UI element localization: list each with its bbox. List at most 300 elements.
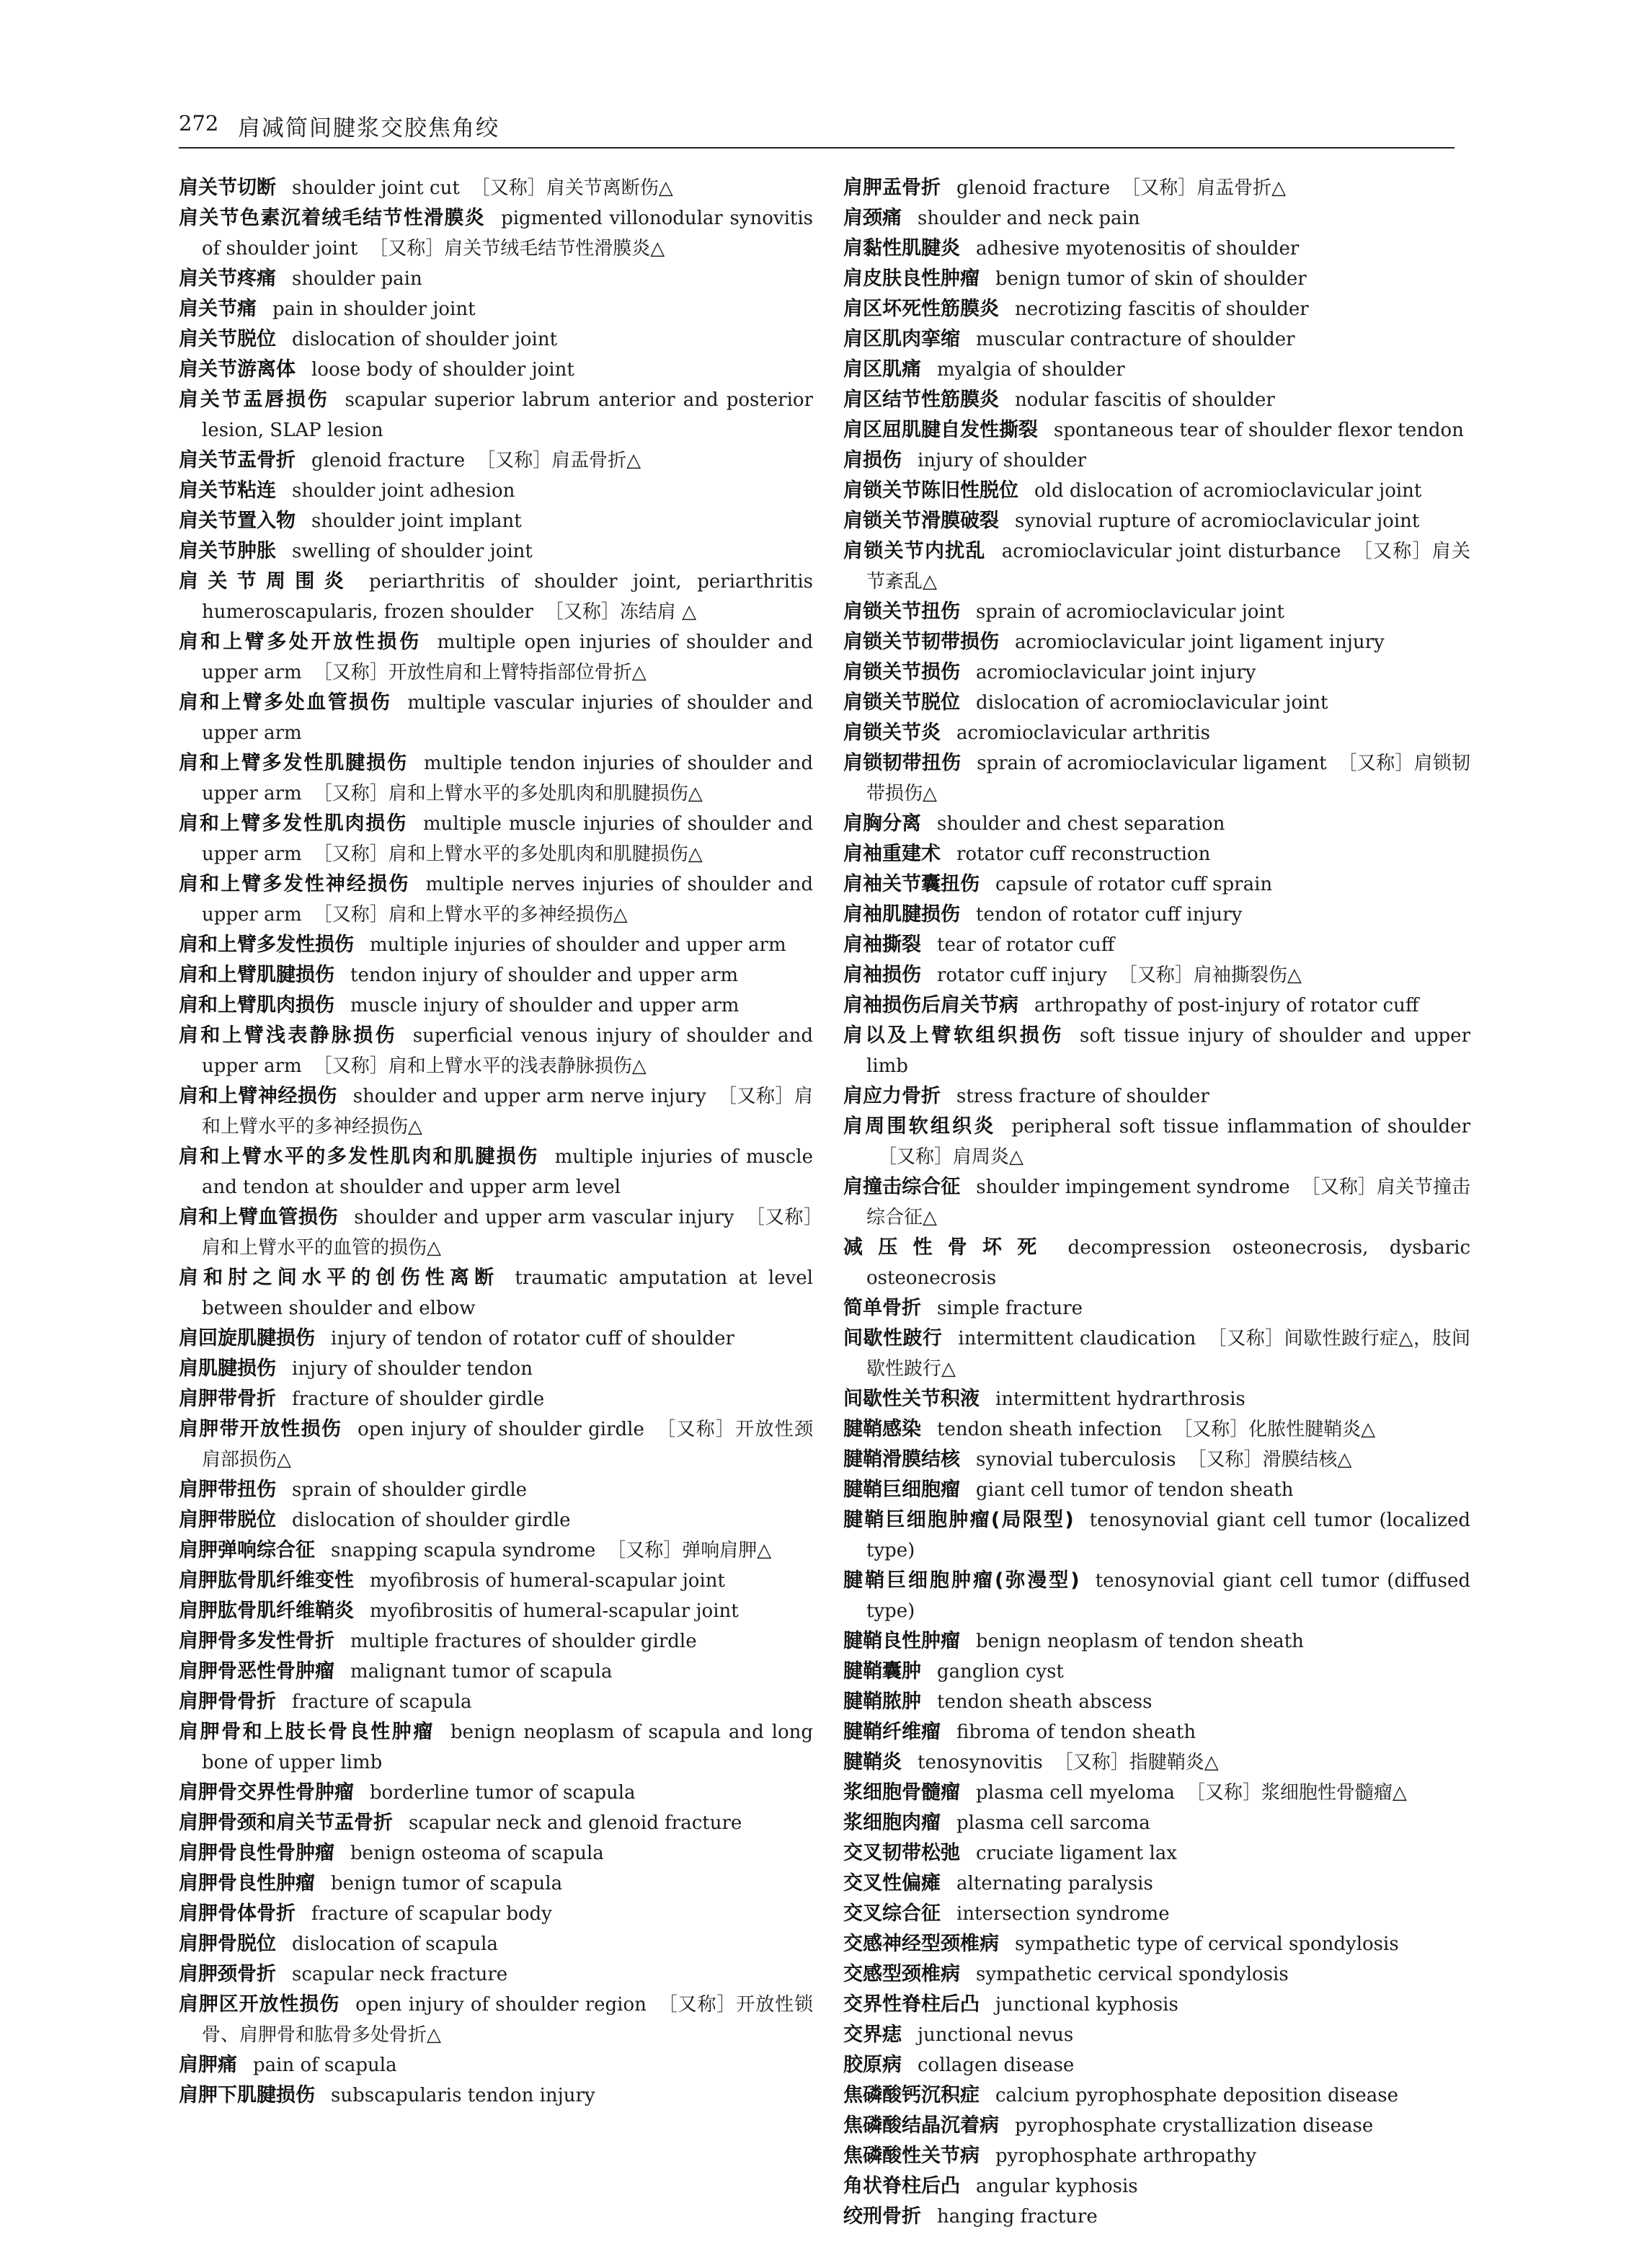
glossary-entry bbox=[843, 1566, 1470, 1626]
term-chinese: 交感神经型颈椎病 bbox=[843, 1933, 999, 1955]
term-english: sympathetic type of cervical spondylosis bbox=[1015, 1933, 1399, 1955]
glossary-entry bbox=[179, 1808, 813, 1838]
term-chinese: 肩和上臂肌肉损伤 bbox=[179, 994, 334, 1016]
term-synonym: ［又称］开放性锁骨、肩胛骨和肱骨多处骨折△ bbox=[202, 1994, 813, 2046]
term-chinese: 腱鞘炎 bbox=[843, 1751, 902, 1773]
term-english: pain of scapula bbox=[253, 2055, 397, 2076]
term-chinese: 简单骨折 bbox=[843, 1297, 921, 1319]
glossary-entry bbox=[843, 1838, 1470, 1869]
term-english: scapular neck fracture bbox=[292, 1964, 508, 1985]
term-chinese: 肩胛骨恶性骨肿瘤 bbox=[179, 1660, 334, 1683]
term-chinese: 肩胛下肌腱损伤 bbox=[179, 2084, 315, 2106]
term-english: fibroma of tendon sheath bbox=[956, 1721, 1196, 1743]
term-english: pigmented villonodular synovitis of shoulder joint bbox=[202, 208, 813, 260]
glossary-entry bbox=[179, 809, 813, 869]
term-chinese: 肩胛痛 bbox=[179, 2054, 237, 2076]
glossary-entry bbox=[843, 264, 1470, 294]
term-chinese: 减压性骨坏死 bbox=[843, 1236, 1052, 1259]
term-synonym: ［又称］肩关节紊乱△ bbox=[866, 541, 1470, 593]
term-english: fracture of shoulder girdle bbox=[292, 1388, 545, 1410]
term-english: arthropathy of post-injury of rotator cuff bbox=[1034, 995, 1419, 1016]
term-english: acromioclavicular joint injury bbox=[976, 662, 1256, 683]
glossary-entry bbox=[179, 1324, 813, 1354]
glossary-entry bbox=[179, 355, 813, 385]
term-english: junctional nevus bbox=[918, 2024, 1074, 2046]
term-english: benign neoplasm of scapula and long bone of upper limb bbox=[202, 1721, 814, 1773]
term-english: multiple injuries of muscle and tendon at shoulder and upper arm level bbox=[202, 1146, 813, 1198]
term-english: superficial venous injury of shoulder and upper arm bbox=[202, 1025, 813, 1077]
term-english: malignant tumor of scapula bbox=[350, 1661, 613, 1683]
term-chinese: 肩关节切断 bbox=[179, 177, 276, 199]
term-english: intermittent claudication bbox=[958, 1328, 1196, 1349]
term-chinese: 肩胛带扭伤 bbox=[179, 1479, 276, 1501]
term-synonym: ［又称］肩关节撞击综合征△ bbox=[866, 1176, 1470, 1228]
term-synonym: ［又称］开放性肩和上臂特指部位骨折△ bbox=[313, 662, 647, 683]
term-chinese: 肩锁关节脱位 bbox=[843, 691, 960, 714]
term-english: intersection syndrome bbox=[956, 1903, 1170, 1925]
term-chinese: 交感型颈椎病 bbox=[843, 1963, 960, 1985]
glossary-entry bbox=[843, 1687, 1470, 1717]
term-chinese: 肩区结节性筋膜炎 bbox=[843, 389, 999, 411]
left-column bbox=[179, 173, 813, 2111]
term-english: synovial tuberculosis bbox=[976, 1449, 1176, 1471]
term-chinese: 肩锁关节滑膜破裂 bbox=[843, 510, 999, 532]
glossary-entry bbox=[843, 718, 1470, 748]
term-chinese: 肩锁关节损伤 bbox=[843, 661, 960, 683]
glossary-entry bbox=[843, 1808, 1470, 1838]
glossary-entry bbox=[843, 1990, 1470, 2020]
term-chinese: 肩袖肌腱损伤 bbox=[843, 903, 960, 926]
term-synonym: ［又称］肩和上臂水平的浅表静脉损伤△ bbox=[313, 1055, 647, 1077]
term-chinese: 肩关节置入物 bbox=[179, 510, 296, 532]
glossary-entry bbox=[843, 446, 1470, 476]
term-english: tenosynovitis bbox=[918, 1752, 1043, 1773]
term-english: shoulder and upper arm vascular injury bbox=[354, 1207, 734, 1228]
glossary-entry bbox=[179, 960, 813, 990]
term-english: acromioclavicular joint ligament injury bbox=[1015, 631, 1385, 653]
glossary-entry bbox=[843, 1505, 1470, 1566]
glossary-entry bbox=[843, 1384, 1470, 1414]
glossary-entry bbox=[179, 1626, 813, 1657]
term-english: borderline tumor of scapula bbox=[370, 1782, 636, 1804]
term-chinese: 肩胛骨骨折 bbox=[179, 1690, 276, 1713]
term-chinese: 肩关节色素沉着绒毛结节性滑膜炎 bbox=[179, 207, 486, 229]
term-english: multiple injuries of shoulder and upper arm bbox=[370, 934, 786, 956]
term-synonym: ［又称］肩盂骨折△ bbox=[1122, 177, 1287, 199]
term-synonym: ［又称］指腱鞘炎△ bbox=[1054, 1752, 1219, 1773]
term-chinese: 肩关节盂唇损伤 bbox=[179, 389, 329, 411]
term-english: sprain of shoulder girdle bbox=[292, 1479, 528, 1501]
term-chinese: 肩胛骨和上肢长骨良性肿瘤 bbox=[179, 1721, 435, 1743]
term-english: fracture of scapula bbox=[292, 1691, 472, 1713]
term-english: benign tumor of skin of shoulder bbox=[995, 268, 1307, 290]
term-chinese: 肩袖关节囊扭伤 bbox=[843, 873, 980, 895]
term-english: dislocation of shoulder girdle bbox=[292, 1510, 571, 1531]
glossary-entry bbox=[179, 446, 813, 476]
glossary-entry bbox=[179, 203, 813, 264]
term-english: injury of shoulder tendon bbox=[292, 1358, 533, 1380]
term-chinese: 浆细胞骨髓瘤 bbox=[843, 1781, 960, 1804]
glossary-entry bbox=[179, 476, 813, 506]
glossary-entry bbox=[843, 1112, 1470, 1172]
term-chinese: 肩胛骨交界性骨肿瘤 bbox=[179, 1781, 354, 1804]
page-header bbox=[179, 107, 1455, 149]
glossary-entry bbox=[843, 536, 1470, 597]
term-chinese: 肩回旋肌腱损伤 bbox=[179, 1327, 315, 1349]
term-english: spontaneous tear of shoulder flexor tendon bbox=[1054, 420, 1464, 441]
term-chinese: 肩胛骨良性骨肿瘤 bbox=[179, 1842, 334, 1864]
term-chinese: 肩黏性肌腱炎 bbox=[843, 237, 960, 260]
term-chinese: 肩胛带骨折 bbox=[179, 1388, 276, 1410]
glossary-entry bbox=[179, 1202, 813, 1263]
glossary-entry bbox=[843, 1717, 1470, 1747]
term-english: plasma cell sarcoma bbox=[956, 1812, 1150, 1834]
term-english: sprain of acromioclavicular joint bbox=[976, 601, 1284, 623]
term-english: shoulder pain bbox=[292, 268, 422, 290]
term-english: shoulder joint adhesion bbox=[292, 480, 515, 502]
term-english: snapping scapula syndrome bbox=[331, 1540, 596, 1561]
term-english: loose body of shoulder joint bbox=[311, 359, 574, 381]
term-english: scapular neck and glenoid fracture bbox=[409, 1812, 742, 1834]
glossary-entry bbox=[843, 930, 1470, 960]
term-english: peripheral soft tissue inflammation of shoulder bbox=[1011, 1116, 1470, 1138]
term-english: acromioclavicular arthritis bbox=[956, 722, 1210, 744]
glossary-entry bbox=[179, 1929, 813, 1959]
term-chinese: 肩损伤 bbox=[843, 449, 902, 471]
glossary-entry bbox=[843, 1324, 1470, 1384]
glossary-entry bbox=[843, 1475, 1470, 1505]
term-synonym: ［又称］肩和上臂水平的多神经损伤△ bbox=[202, 1086, 813, 1138]
term-english: multiple nerves injuries of shoulder and upper arm bbox=[202, 874, 814, 926]
term-english: injury of tendon of rotator cuff of shoulder bbox=[331, 1328, 734, 1349]
term-english: ganglion cyst bbox=[937, 1661, 1064, 1683]
term-english: multiple muscle injuries of shoulder and upper arm bbox=[202, 813, 814, 865]
glossary-entry bbox=[179, 536, 813, 567]
term-english: tendon of rotator cuff injury bbox=[976, 904, 1243, 926]
term-english: scapular superior labrum anterior and posterior lesion, SLAP lesion bbox=[202, 389, 814, 441]
glossary-entry bbox=[179, 688, 813, 748]
term-chinese: 肩和上臂浅表静脉损伤 bbox=[179, 1024, 397, 1047]
glossary-entry bbox=[843, 1869, 1470, 1899]
term-english: plasma cell myeloma bbox=[976, 1782, 1175, 1804]
glossary-entry bbox=[179, 1142, 813, 1202]
term-chinese: 焦磷酸结晶沉着病 bbox=[843, 2114, 999, 2137]
glossary-entry bbox=[179, 930, 813, 960]
term-english: dislocation of shoulder joint bbox=[292, 329, 558, 350]
glossary-entry bbox=[843, 2171, 1470, 2202]
term-english: tear of rotator cuff bbox=[937, 934, 1115, 956]
term-english: myalgia of shoulder bbox=[937, 359, 1125, 381]
term-chinese: 肩区肌痛 bbox=[843, 358, 921, 381]
term-chinese: 肩颈痛 bbox=[843, 207, 902, 229]
term-chinese: 肩胛盂骨折 bbox=[843, 177, 941, 199]
term-chinese: 肩区屈肌腱自发性撕裂 bbox=[843, 419, 1038, 441]
term-chinese: 肩和上臂血管损伤 bbox=[179, 1206, 339, 1228]
glossary-entry bbox=[843, 657, 1470, 688]
glossary-entry bbox=[179, 1263, 813, 1324]
term-english: multiple vascular injuries of shoulder and upper arm bbox=[202, 692, 814, 744]
term-chinese: 间歇性关节积液 bbox=[843, 1388, 980, 1410]
term-english: rotator cuff reconstruction bbox=[956, 843, 1211, 865]
glossary-entry bbox=[179, 1899, 813, 1929]
glossary-entry bbox=[179, 869, 813, 930]
glossary-entry bbox=[179, 1657, 813, 1687]
term-chinese: 肩和上臂神经损伤 bbox=[179, 1085, 337, 1107]
glossary-entry bbox=[843, 1657, 1470, 1687]
term-english: swelling of shoulder joint bbox=[292, 541, 533, 562]
running-title: 肩减简间腱浆交胶焦角绞 bbox=[238, 115, 499, 141]
term-synonym: ［又称］开放性颈肩部损伤△ bbox=[202, 1419, 813, 1471]
glossary-entry bbox=[843, 1626, 1470, 1657]
glossary-entry bbox=[179, 385, 813, 446]
term-synonym: ［又称］肩盂骨折△ bbox=[476, 450, 641, 471]
glossary-entry bbox=[179, 1838, 813, 1869]
term-chinese: 肩袖重建术 bbox=[843, 843, 941, 865]
term-english: tendon sheath infection bbox=[937, 1419, 1163, 1440]
glossary-entry bbox=[179, 1717, 813, 1778]
term-chinese: 肩胛骨颈和肩关节盂骨折 bbox=[179, 1812, 393, 1834]
glossary-entry bbox=[179, 1566, 813, 1596]
term-chinese: 间歇性跛行 bbox=[843, 1327, 943, 1349]
term-chinese: 肩胛带开放性损伤 bbox=[179, 1418, 342, 1440]
glossary-entry bbox=[843, 355, 1470, 385]
glossary-entry bbox=[843, 294, 1470, 324]
term-english: pyrophosphate crystallization disease bbox=[1015, 2115, 1374, 2137]
term-chinese: 肩周围软组织炎 bbox=[843, 1115, 996, 1138]
glossary-entry bbox=[179, 2050, 813, 2080]
term-english: synovial rupture of acromioclavicular joint bbox=[1015, 510, 1420, 532]
glossary-entry bbox=[843, 2080, 1470, 2111]
term-chinese: 肩和上臂多发性神经损伤 bbox=[179, 873, 410, 895]
term-english: nodular fascitis of shoulder bbox=[1015, 389, 1275, 411]
term-english: dislocation of acromioclavicular joint bbox=[976, 692, 1328, 714]
term-english: sympathetic cervical spondylosis bbox=[976, 1964, 1289, 1985]
term-chinese: 交叉韧带松弛 bbox=[843, 1842, 960, 1864]
term-chinese: 肩锁韧带扭伤 bbox=[843, 752, 962, 774]
term-english: muscular contracture of shoulder bbox=[976, 329, 1295, 350]
glossary-entry bbox=[179, 1354, 813, 1384]
glossary-entry bbox=[179, 1687, 813, 1717]
term-chinese: 肩胛肱骨肌纤维变性 bbox=[179, 1569, 354, 1592]
term-english: periarthritis of shoulder joint, periarthritis humeroscapularis, frozen shoulder bbox=[202, 571, 813, 623]
term-chinese: 胶原病 bbox=[843, 2054, 902, 2076]
term-english: hanging fracture bbox=[937, 2206, 1098, 2228]
term-chinese: 交界痣 bbox=[843, 2024, 902, 2046]
term-english: multiple tendon injuries of shoulder and upper arm bbox=[202, 753, 813, 805]
term-synonym: ［又称］肩周炎△ bbox=[878, 1146, 1023, 1168]
term-english: shoulder joint cut bbox=[292, 177, 460, 199]
term-english: traumatic amputation at level between shoulder and elbow bbox=[202, 1267, 813, 1319]
term-chinese: 肩以及上臂软组织损伤 bbox=[843, 1024, 1064, 1047]
term-english: soft tissue injury of shoulder and upper limb bbox=[866, 1025, 1470, 1077]
glossary-entry bbox=[843, 2050, 1470, 2080]
glossary-entry bbox=[843, 385, 1470, 415]
right-column bbox=[843, 173, 1470, 2232]
glossary-entry bbox=[179, 1778, 813, 1808]
glossary-entry bbox=[179, 2080, 813, 2111]
term-chinese: 交界性脊柱后凸 bbox=[843, 1993, 980, 2016]
term-chinese: 肩关节痛 bbox=[179, 298, 257, 320]
term-english: stress fracture of shoulder bbox=[956, 1086, 1209, 1107]
glossary-entry bbox=[843, 688, 1470, 718]
term-english: dislocation of scapula bbox=[292, 1933, 498, 1955]
term-english: shoulder and upper arm nerve injury bbox=[352, 1086, 706, 1107]
glossary-entry bbox=[179, 1959, 813, 1990]
term-chinese: 肩应力骨折 bbox=[843, 1085, 941, 1107]
term-chinese: 肩和上臂肌腱损伤 bbox=[179, 964, 334, 986]
glossary-entry bbox=[843, 1021, 1470, 1081]
term-chinese: 浆细胞肉瘤 bbox=[843, 1812, 941, 1834]
term-chinese: 肩关节粘连 bbox=[179, 479, 276, 502]
term-english: pyrophosphate arthropathy bbox=[995, 2145, 1257, 2167]
term-chinese: 肩肌腱损伤 bbox=[179, 1357, 276, 1380]
term-chinese: 肩胛骨多发性骨折 bbox=[179, 1630, 334, 1652]
term-english: calcium pyrophosphate deposition disease bbox=[995, 2085, 1399, 2106]
glossary-entry bbox=[179, 294, 813, 324]
term-chinese: 肩胛骨体骨折 bbox=[179, 1902, 296, 1925]
term-chinese: 肩皮肤良性肿瘤 bbox=[843, 267, 980, 290]
term-chinese: 肩和上臂多发性肌肉损伤 bbox=[179, 812, 407, 835]
term-chinese: 焦磷酸性关节病 bbox=[843, 2145, 980, 2167]
term-chinese: 肩袖损伤 bbox=[843, 964, 921, 986]
term-english: open injury of shoulder region bbox=[355, 1994, 647, 2016]
term-chinese: 肩锁关节韧带损伤 bbox=[843, 631, 999, 653]
term-synonym: ［又称］肩和上臂水平的多神经损伤△ bbox=[313, 904, 628, 926]
glossary-entry bbox=[179, 1505, 813, 1535]
glossary-entry bbox=[843, 1747, 1470, 1778]
term-chinese: 肩关节疼痛 bbox=[179, 267, 276, 290]
term-synonym: ［又称］肩和上臂水平的多处肌肉和肌腱损伤△ bbox=[313, 843, 703, 865]
term-synonym: ［又称］弹响肩胛△ bbox=[607, 1540, 772, 1561]
glossary-entry bbox=[843, 2111, 1470, 2141]
glossary-entry bbox=[843, 839, 1470, 869]
glossary-entry bbox=[179, 748, 813, 809]
term-chinese: 肩关节脱位 bbox=[179, 328, 276, 350]
term-chinese: 肩袖撕裂 bbox=[843, 934, 921, 956]
glossary-entry bbox=[179, 1021, 813, 1081]
glossary-entry bbox=[843, 627, 1470, 657]
glossary-entry bbox=[179, 567, 813, 627]
term-english: glenoid fracture bbox=[956, 177, 1111, 199]
term-chinese: 交叉综合征 bbox=[843, 1902, 941, 1925]
term-chinese: 肩锁关节陈旧性脱位 bbox=[843, 479, 1018, 502]
term-chinese: 肩关节肿胀 bbox=[179, 540, 276, 562]
term-chinese: 肩胸分离 bbox=[843, 812, 921, 835]
term-english: decompression osteonecrosis, dysbaric osteonecrosis bbox=[866, 1237, 1470, 1289]
glossary-entry bbox=[843, 1445, 1470, 1475]
term-chinese: 肩锁关节内扰乱 bbox=[843, 540, 986, 562]
term-english: tendon sheath abscess bbox=[937, 1691, 1153, 1713]
term-english: pain in shoulder joint bbox=[272, 298, 476, 320]
term-english: cruciate ligament lax bbox=[976, 1843, 1177, 1864]
glossary-entry bbox=[843, 869, 1470, 900]
glossary-entry bbox=[843, 960, 1470, 990]
glossary-entry bbox=[843, 1899, 1470, 1929]
term-english: benign tumor of scapula bbox=[331, 1873, 563, 1894]
glossary-entry bbox=[179, 324, 813, 355]
term-english: injury of shoulder bbox=[918, 450, 1087, 471]
term-chinese: 腱鞘囊肿 bbox=[843, 1660, 921, 1683]
term-english: old dislocation of acromioclavicular joint bbox=[1034, 480, 1422, 502]
term-english: intermittent hydrarthrosis bbox=[995, 1388, 1245, 1410]
glossary-entry bbox=[179, 1384, 813, 1414]
term-synonym: ［又称］肩关节离断伤△ bbox=[471, 177, 673, 199]
glossary-entry bbox=[179, 990, 813, 1021]
term-chinese: 腱鞘良性肿瘤 bbox=[843, 1630, 960, 1652]
term-chinese: 肩和上臂多处开放性损伤 bbox=[179, 631, 422, 653]
glossary-entry bbox=[179, 1414, 813, 1475]
term-english: myofibrosis of humeral-scapular joint bbox=[370, 1570, 725, 1592]
glossary-entry bbox=[843, 2202, 1470, 2232]
glossary-entry bbox=[179, 1990, 813, 2050]
glossary-entry bbox=[843, 324, 1470, 355]
term-english: necrotizing fascitis of shoulder bbox=[1015, 298, 1309, 320]
term-english: glenoid fracture bbox=[311, 450, 466, 471]
glossary-entry bbox=[843, 2141, 1470, 2171]
term-english: capsule of rotator cuff sprain bbox=[995, 874, 1273, 895]
term-english: multiple fractures of shoulder girdle bbox=[350, 1631, 697, 1652]
glossary-entry bbox=[843, 1233, 1470, 1293]
glossary-entry bbox=[179, 1535, 813, 1566]
term-english: open injury of shoulder girdle bbox=[358, 1419, 644, 1440]
term-english: shoulder and chest separation bbox=[937, 813, 1225, 835]
term-chinese: 角状脊柱后凸 bbox=[843, 2175, 960, 2197]
glossary-entry bbox=[843, 415, 1470, 446]
term-chinese: 肩关节游离体 bbox=[179, 358, 296, 381]
term-english: junctional kyphosis bbox=[995, 1994, 1178, 2016]
term-english: collagen disease bbox=[918, 2055, 1075, 2076]
glossary-entry bbox=[179, 627, 813, 688]
term-english: subscapularis tendon injury bbox=[331, 2085, 595, 2106]
term-english: shoulder and neck pain bbox=[918, 208, 1140, 229]
glossary-entry bbox=[179, 506, 813, 536]
glossary-entry bbox=[179, 1869, 813, 1899]
term-chinese: 腱鞘巨细胞肿瘤(局限型) bbox=[843, 1509, 1074, 1531]
glossary-entry bbox=[843, 1172, 1470, 1233]
glossary-entry bbox=[179, 1081, 813, 1142]
glossary-entry bbox=[179, 264, 813, 294]
term-english: acromioclavicular joint disturbance bbox=[1001, 541, 1341, 562]
term-english: tendon injury of shoulder and upper arm bbox=[350, 965, 739, 986]
term-english: tenosynovial giant cell tumor (localized type) bbox=[866, 1510, 1470, 1561]
term-chinese: 肩撞击综合征 bbox=[843, 1176, 961, 1198]
term-chinese: 肩和上臂多发性肌腱损伤 bbox=[179, 752, 408, 774]
term-synonym: ［又称］滑膜结核△ bbox=[1187, 1449, 1352, 1471]
term-synonym: ［又称］肩锁韧带损伤△ bbox=[866, 753, 1471, 805]
glossary-entry bbox=[843, 234, 1470, 264]
term-chinese: 肩锁关节炎 bbox=[843, 722, 941, 744]
term-chinese: 肩和上臂水平的多发性肌肉和肌腱损伤 bbox=[179, 1145, 539, 1168]
term-synonym: ［又称］化脓性腱鞘炎△ bbox=[1173, 1419, 1376, 1440]
term-chinese: 肩胛肱骨肌纤维鞘炎 bbox=[179, 1600, 354, 1622]
term-chinese: 肩胛颈骨折 bbox=[179, 1963, 276, 1985]
glossary-entry bbox=[843, 597, 1470, 627]
term-synonym: ［又称］浆细胞性骨髓瘤△ bbox=[1186, 1782, 1407, 1804]
term-chinese: 腱鞘纤维瘤 bbox=[843, 1721, 941, 1743]
glossary-entry bbox=[179, 1475, 813, 1505]
glossary-entry bbox=[179, 1596, 813, 1626]
term-chinese: 肩区坏死性筋膜炎 bbox=[843, 298, 999, 320]
glossary-entry bbox=[843, 809, 1470, 839]
glossary-entry bbox=[843, 1293, 1470, 1324]
glossary-entry bbox=[843, 2020, 1470, 2050]
term-english: tenosynovial giant cell tumor (diffused type) bbox=[866, 1570, 1470, 1622]
term-chinese: 肩胛弹响综合征 bbox=[179, 1539, 315, 1561]
term-chinese: 肩袖损伤后肩关节病 bbox=[843, 994, 1018, 1016]
term-english: simple fracture bbox=[937, 1298, 1083, 1319]
term-english: rotator cuff injury bbox=[937, 965, 1107, 986]
glossary-entry bbox=[843, 1959, 1470, 1990]
